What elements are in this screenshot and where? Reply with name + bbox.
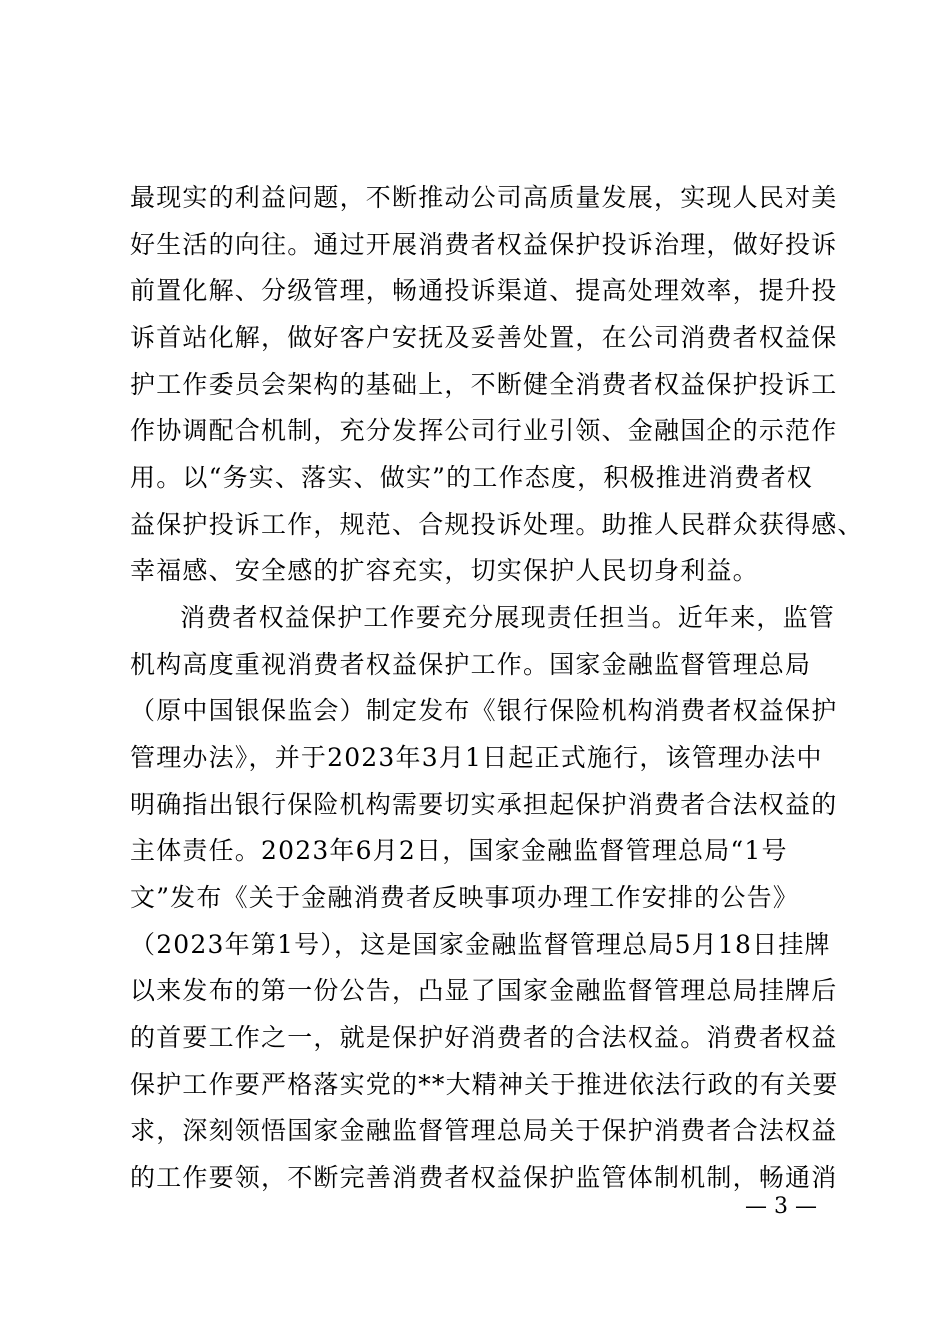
text-line: 明确指出银行保险机构需要切实承担起保护消费者合法权益的 bbox=[130, 790, 838, 819]
text-line: 以来发布的第一份公告，凸显了国家金融监督管理总局挂牌后 bbox=[130, 976, 838, 1005]
page-number: — 3 — bbox=[745, 1194, 817, 1219]
text-line: 机构高度重视消费者权益保护工作。国家金融监督管理总局 bbox=[130, 650, 812, 679]
text-line: 用。以“务实、落实、做实”的工作态度，积极推进消费者权 bbox=[130, 463, 813, 492]
paragraph-first-line: 消费者权益保护工作要充分展现责任担当。近年来，监管 bbox=[180, 603, 836, 632]
text-line: 文”发布《关于金融消费者反映事项办理工作安排的公告》 bbox=[130, 883, 799, 912]
text-line: 求，深刻领悟国家金融监督管理总局关于保护消费者合法权益 bbox=[130, 1116, 838, 1145]
text-line: 作协调配合机制，充分发挥公司行业引领、金融国企的示范作 bbox=[130, 416, 838, 445]
text-line: 最现实的利益问题，不断推动公司高质量发展，实现人民对美 bbox=[130, 183, 838, 212]
text-line: 的工作要领，不断完善消费者权益保护监管体制机制，畅通消 bbox=[130, 1163, 838, 1192]
text-line: （原中国银保监会）制定发布《银行保险机构消费者权益保护 bbox=[130, 696, 838, 725]
text-line: 护工作委员会架构的基础上，不断健全消费者权益保护投诉工 bbox=[130, 370, 838, 399]
text-line: （2023年第1号），这是国家金融监督管理总局5月18日挂牌 bbox=[130, 930, 831, 959]
text-line: 保护工作要严格落实党的**大精神关于推进依法行政的有关要 bbox=[130, 1070, 839, 1099]
text-line: 管理办法》，并于2023年3月1日起正式施行，该管理办法中 bbox=[130, 743, 823, 772]
text-line: 好生活的向往。通过开展消费者权益保护投诉治理，做好投诉 bbox=[130, 230, 838, 259]
text-line: 诉首站化解，做好客户安抚及妥善处置，在公司消费者权益保 bbox=[130, 323, 838, 352]
text-line: 主体责任。2023年6月2日，国家金融监督管理总局“1号 bbox=[130, 836, 788, 865]
text-line: 的首要工作之一，就是保护好消费者的合法权益。消费者权益 bbox=[130, 1023, 838, 1052]
text-line: 益保护投诉工作，规范、合规投诉处理。助推人民群众获得感、 bbox=[130, 510, 864, 539]
text-line: 幸福感、安全感的扩容充实，切实保护人民切身利益。 bbox=[130, 556, 759, 585]
text-line: 前置化解、分级管理，畅通投诉渠道、提高处理效率，提升投 bbox=[130, 276, 838, 305]
